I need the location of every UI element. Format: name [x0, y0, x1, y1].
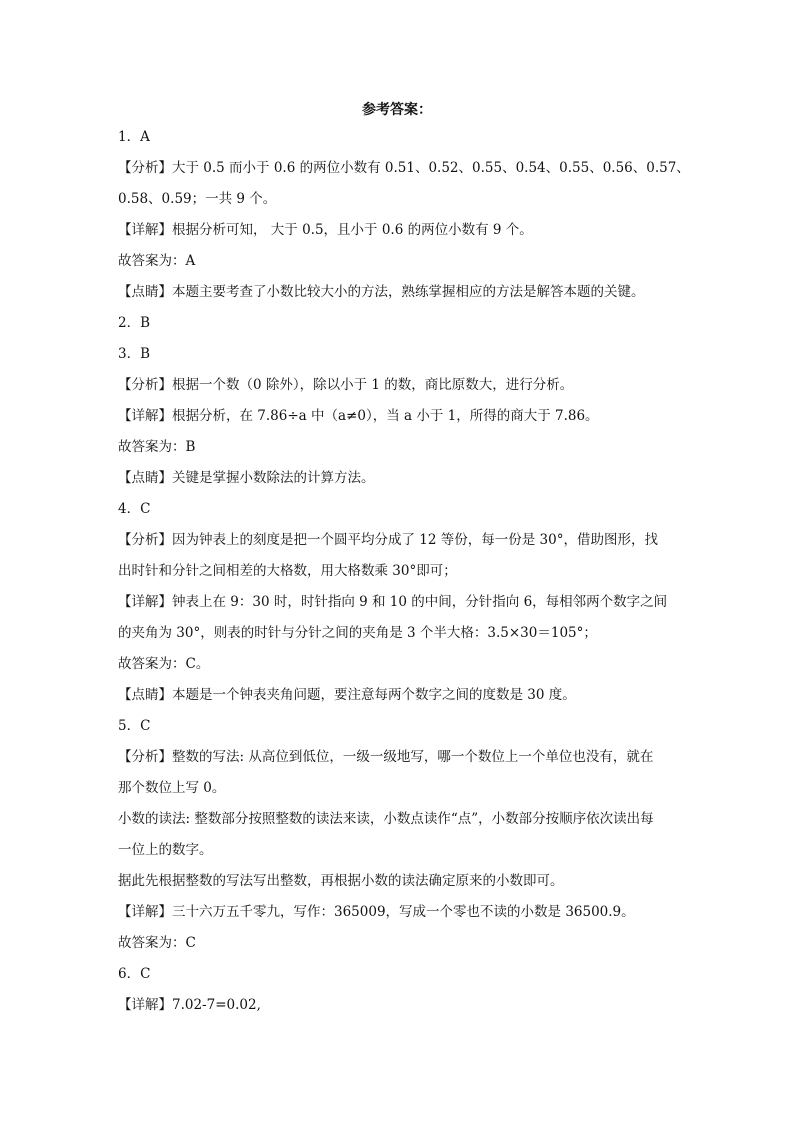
text-line: 4．C	[118, 501, 151, 517]
answer-content	[118, 122, 690, 1021]
text-line: 故答案为：C。	[118, 656, 210, 672]
text-line: 5．C	[118, 718, 151, 734]
text-line: 【分析】因为钟表上的刻度是把一个圆平均分成了 12 等份，每一份是 30°，借助图形，找	[118, 532, 658, 548]
text-line: 【详解】根据分析可知， 大于 0.5，且小于 0.6 的两位小数有 9 个。	[118, 222, 533, 238]
text-line: 出时针和分针之间相差的大格数，用大格数乘 30°即可；	[118, 563, 457, 579]
text-line: 2．B	[118, 315, 151, 331]
text-line: 故答案为：B	[118, 439, 196, 455]
text-line: 那个数位上写 0。	[118, 780, 226, 796]
text-line: 1．A	[118, 129, 150, 145]
text-line: 【详解】钟表上在 9：30 时，时针指向 9 和 10 的中间，分针指向 6，每相邻两个数字之间	[118, 594, 668, 610]
text-line: 3．B	[118, 346, 151, 362]
text-line: 【点睛】本题是一个钟表夹角问题，要注意每两个数字之间的度数是 30 度。	[118, 687, 576, 703]
text-line: 【分析】大于 0.5 而小于 0.6 的两位小数有 0.51、0.52、0.55、0.54、0.55、0.56、0.57、	[118, 160, 690, 176]
text-line: 故答案为：C	[118, 935, 196, 951]
text-line: 0.58、0.59；一共 9 个。	[118, 191, 277, 207]
page-title: 参考答案：	[362, 102, 432, 118]
text-line: 【点睛】本题主要考查了小数比较大小的方法，熟练掌握相应的方法是解答本题的关键。	[118, 284, 645, 300]
text-line: 【点睛】关键是掌握小数除法的计算方法。	[118, 470, 375, 486]
text-line: 6．C	[118, 966, 151, 982]
text-line: 小数的读法: 整数部分按照整数的读法来读，小数点读作“点”，小数部分按顺序依次读出每	[118, 811, 654, 827]
text-line: 据此先根据整数的写法写出整数，再根据小数的读法确定原来的小数即可。	[118, 873, 564, 889]
text-line: 【详解】根据分析，在 7.86÷a 中（a≠0），当 a 小于 1，所得的商大于 7.86。	[118, 408, 599, 424]
text-line: 【分析】整数的写法: 从高位到低位，一级一级地写，哪一个数位上一个单位也没有，就在	[118, 749, 654, 765]
text-line: 【详解】7.02-7=0.02,	[118, 997, 261, 1013]
text-line: 的夹角为 30°，则表的时针与分针之间的夹角是 3 个半大格：3.5×30＝105°；	[118, 625, 597, 641]
text-line: 故答案为：A	[118, 253, 196, 269]
text-line: 【详解】三十六万五千零九，写作：365009，写成一个零也不读的小数是 36500.9。	[118, 904, 635, 920]
text-line: 一位上的数字。	[118, 842, 213, 858]
text-line: 【分析】根据一个数（0 除外），除以小于 1 的数，商比原数大，进行分析。	[118, 377, 574, 393]
